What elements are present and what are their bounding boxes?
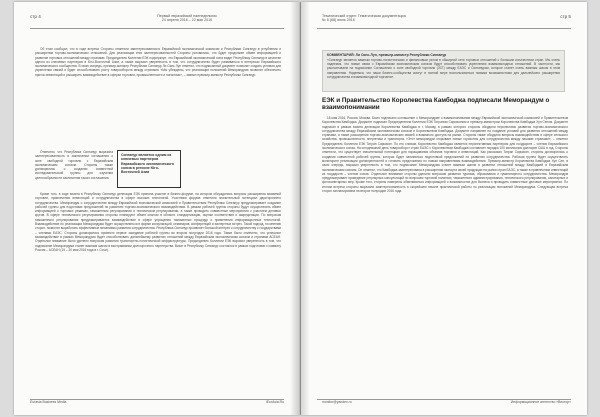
right-header-date: № 6 (68) июнь 2016 <box>322 18 355 23</box>
right-page-number: стр 5 <box>560 14 571 19</box>
right-header <box>322 14 462 23</box>
left-footer-publisher: Eurasia Business Media <box>30 400 67 404</box>
left-paragraph-3: Кроме того, в ходе визита в Республику Сингапур делегация ЕЭК приняла участие в бизнес-форуме, на котором обсуждались вопросы расширения взаимной торговли, привлечения инвестиций и сотрудничества в сфере высоких технологий. Участники форума отметили значительный потенциал двустороннего сотрудничества. Меморандум о сотрудничестве между Евразийской экономической комиссией и Правительством Республики Сингапур предусматривает создание рабочей группы для подготовки предложений по развитию торгово-экономического взаимодействия. В рамках рабочей группы стороны будут осуществлять обмен информацией о торговых режимах, таможенном регулировании и техническом регулировании, а также проводить совместные мероприятия с участием деловых кругов. В сфере технического регулирования стороны планируют обмен опытом в области стандартизации, оценки соответствия и аккредитации. По вопросам таможенного регулирования предусматривается взаимодействие в сфере упрощения таможенных процедур и применения информационных технологий. Взаимодействие по реализации Меморандума будет осуществляться в форме консультаций, семинаров, конференций и экспертных встреч. Такой подход, по мнению сторон, позволит выработать эффективные механизмы развития сотрудничества. Республика Сингапур проявляет большой интерес к сотрудничеству с государствами – членами ЕАЭС. Стороны договорились провести первое заседание рабочей группы во втором полугодии 2016 года. Также было отмечено, что успешное взаимодействие в рамках Меморандума будет способствовать дальнейшему развитию отношений между Евразийским экономическим союзом и странами АСЕАН. Отдельное внимание было уделено вопросам развития транспортно-логистической инфраструктуры. Председатель Коллегии ЕЭК выразил уверенность в том, что подписание Меморандума станет важным шагом в выстраивании долгосрочного партнерства. Визит в Республику Сингапур состоялся в рамках подготовки к саммиту Россия – АСЕАН (19 – 20 мая 2016 года в г. Сочи). <box>35 192 281 252</box>
right-paragraph-1: 18 мая 2016, Россия, Москва. Было подписано соглашение о Меморандуме о взаимопонимании между Евразийской экономической комиссией и Правительством Королевства Камбоджа. Документ подписан Председателем Коллегии ЕЭК Тиграном Саркисяном и премьер-министром Королевства Камбоджа Хун Сеном. Документ подписан в рамках визита делегации Королевства Камбоджа в г. Москву, в рамках которого стороны обсудили перспективы развития торгово-экономического сотрудничества между Евразийским экономическим союзом и Королевством Камбоджа. Документ направлен на создание условий для развития отношений между странами, а также расширения торгово-экономических связей и взаимного доступа на рынки. Стороны также обсудили вопросы взаимодействия в сфере сельского хозяйства, промышленности, энергетики и транспорта. «Этот меморандум открывает новые горизонты для сотрудничества между нашими странами», – отметил Председатель Коллегии ЕЭК Тигран Саркисян. По его словам, Королевство Камбоджа является перспективным партнером для государств – членов Евразийского экономического союза. На сегодняшний день товарооборот стран ЕАЭС с Королевством Камбоджа составляет порядка 100 миллионов долларов США в год. Стороны отметили, что существует значительный потенциал для наращивания объемов торговли и инвестиций. Как рассказал Тигран Саркисян, стороны договорились о создании совместной рабочей группы, которая будет заниматься подготовкой предложений по развитию сотрудничества. Рабочая группа будет осуществлять мониторинг реализации договоренностей и готовить предложения по новым направлениям взаимодействия. Премьер-министр Королевства Камбоджа Хун Сен, в свою очередь, выразил уверенность в том, что подписание Меморандума станет важным шагом в развитии отношений между Камбоджей и Евразийским экономическим союзом. Он отметил, что Камбоджа заинтересована в расширении экспорта своей продукции на рынки стран ЕАЭС, а также в привлечении инвестиций из государств – членов союза. Отдельное внимание стороны уделили вопросам развития туризма, образования и гуманитарного сотрудничества. Меморандум предусматривает проведение регулярных консультаций по вопросам торговой политики, таможенного администрирования, технического регулирования, санитарных и фитосанитарных мер. Кроме того, стороны намерены обмениваться информацией о возможностях для бизнеса и проводить совместные деловые мероприятия. По итогам встречи стороны выразили заинтересованность в скорейшем начале практической работы по реализации положений Меморандума. Следующая встреча сторон запланирована на второе полугодие 2016 года. <box>322 116 568 194</box>
comment-heading: КОММЕНТАРИЙ: Ли Сянь Лун, премьер-министр Республики Сингапур <box>327 53 447 57</box>
left-header <box>132 14 242 23</box>
comment-text: «Сингапур является важным торгово-логистическим и финансовым узлом в обширной сети торговых отношений с большим количеством стран. Мы очень надеемся, что новые связи с Евразийским экономическим союзом будут способствовать укреплению взаимовыгодных отношений. В частности, мы рассчитываем на подписание Соглашения о зоне свободной торговли (ЗСТ) между ЕАЭС и Сингапуром, которое станет очень важным шагом в этом направлении. Надеемся, что наши бизнес-сообщества смогут в полной мере воспользоваться новыми возможностями для дальнейшего расширения сотрудничества и взаимовыгодной торговли». <box>327 58 560 79</box>
left-callout-text: Сингапур является одним из ключевых партнеров Евразийского экономического союза в регионе Юго-Восточной Азии <box>121 153 174 175</box>
left-header-title: Первый евразийский еженедельник <box>157 14 217 18</box>
left-footer-site: iEurAsia.Ru <box>266 400 284 404</box>
left-body-upper <box>35 47 281 147</box>
left-paragraph-1: Об этом сообщил, что в ходе встречи Стороны отметили заинтересованность Евразийской экономической комиссии и Республики Сингапур в углублении и расширении торгово-экономических отношений. Для реализации этих заинтересованностей Стороны условились, что будет продолжен обмен информацией и развитие торговых отношений между странами. Председатель Коллегии ЕЭК подчеркнул, что Евразийский экономический союз видит Республику Сингапур в качестве одного из ключевых партнеров в Юго-Восточной Азии, а также выразил уверенность в том, что сотрудничество будет развиваться в интересах Евразийского экономического сообщества. В свою очередь, премьер-министр Республики Сингапур Ли Сянь Лун отметил, что подписанный документ позволит создать условия для укрепления связей и будет способствовать росту товарооборота между странами. «Мы убеждены, что реализация положений Меморандума позволит обеспечить приток инвестиций и расширить взаимодействие в сферах торговли, промышленности и логистики», – заявил премьер-министр Республики Сингапур. <box>35 47 281 77</box>
left-page-number: стр 4 <box>30 14 41 19</box>
left-footer-rule <box>30 399 284 400</box>
right-header-rule <box>317 28 571 29</box>
right-body <box>322 116 568 388</box>
right-page <box>301 2 587 415</box>
left-body-beside-callout <box>35 150 113 190</box>
right-footer-email: monitor@yandex.ru <box>322 400 352 404</box>
left-header-date: 24 апреля 2016 – 22 мая 2016 <box>161 18 213 23</box>
comment-quote-box <box>322 50 565 92</box>
left-body-lower <box>35 192 281 388</box>
article-headline: ЕЭК и Правительство Королевства Камбоджа подписали Меморандум о взаимопонимании <box>322 97 550 112</box>
left-header-rule <box>30 28 284 29</box>
left-page <box>14 2 300 415</box>
right-footer-agency: Информационное агентство «Вектор» <box>510 400 571 404</box>
left-callout-box <box>117 150 181 188</box>
left-paragraph-2: Отмечено, что Республика Сингапур выразила заинтересованность в заключении соглашения о зоне свободной торговли с Евразийским экономическим союзом. Стороны также договорились о создании совместной исследовательской группы для изучения целесообразности заключения такого соглашения. <box>35 150 113 180</box>
right-header-title: Тематический отдел: Тематическая документация <box>322 14 406 18</box>
